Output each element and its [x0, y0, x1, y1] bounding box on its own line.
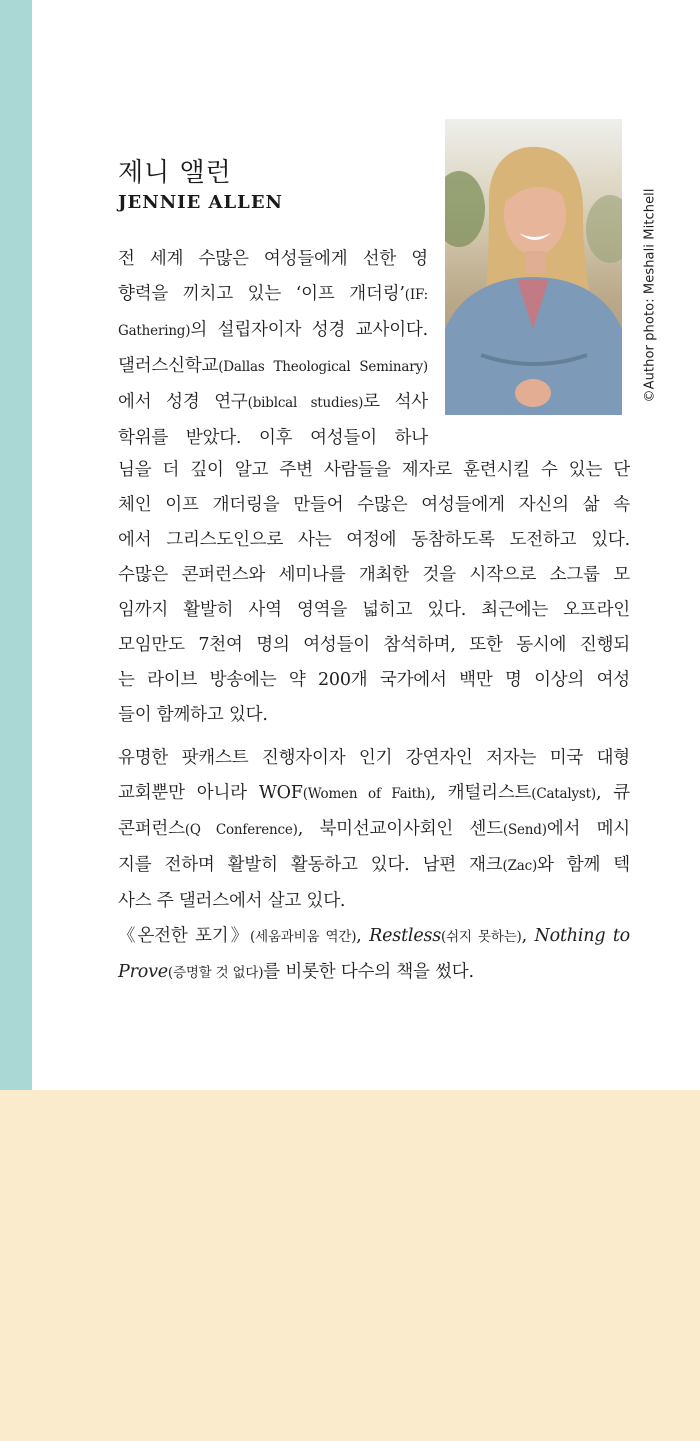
bio-line: 콘퍼런스(Q Conference), 북미선교이사회인 센드(Send)에서 메시	[118, 819, 630, 839]
bio-line: 에서 그리스도인으로 사는 여정에 동참하도록 도전하고 있다.	[118, 530, 630, 550]
bio-line: 에서 성경 연구(biblcal studies)로 석사	[118, 392, 428, 412]
author-name-english: JENNIE ALLEN	[118, 192, 283, 213]
author-photo	[445, 119, 622, 415]
bio-paragraph-speaking	[118, 741, 630, 919]
bio-line: 수많은 콘퍼런스와 세미나를 개최한 것을 시작으로 소그룹 모	[118, 565, 630, 585]
bio-line: 유명한 팟캐스트 진행자이자 인기 강연자인 저자는 미국 대형	[118, 748, 630, 768]
book-title-korean: 《온전한 포기》	[118, 926, 251, 946]
book-title-restless: Restless	[369, 926, 442, 946]
bio-line: 임까지 활발히 사역 영역을 넓히고 있다. 최근에는 오프라인	[118, 600, 630, 620]
bio-line: 들이 함께하고 있다.	[118, 705, 268, 725]
author-photo-image	[445, 119, 622, 415]
bio-line: 학위를 받았다. 이후 여성들이 하나	[118, 428, 428, 448]
author-name-korean: 제니 앨런	[118, 158, 232, 188]
bio-line: 지를 전하며 활발히 활동하고 있다. 남편 재크(Zac)와 함께 텍	[118, 855, 630, 875]
books-line: 《온전한 포기》(세움과비움 역간), Restless(쉬지 못하는), Nothing to	[118, 926, 630, 946]
bio-line: Gathering)의 설립자이자 성경 교사이다.	[118, 320, 428, 340]
bio-line: 님을 더 깊이 알고 주변 사람들을 제자로 훈련시킬 수 있는 단	[118, 460, 630, 480]
bio-paragraph-books	[118, 919, 630, 991]
bio-line: 체인 이프 개더링을 만들어 수많은 여성들에게 자신의 삶 속	[118, 495, 630, 515]
book-title-nothing-to: Nothing to	[534, 926, 630, 946]
books-line: Prove(증명할 것 없다)를 비롯한 다수의 책을 썼다.	[118, 962, 474, 982]
bio-line: 사스 주 댈러스에서 살고 있다.	[118, 891, 346, 911]
bio-line: 는 라이브 방송에는 약 200개 국가에서 백만 명 이상의 여성	[118, 670, 630, 690]
teal-accent-bar	[0, 0, 32, 1090]
bio-line: 전 세계 수많은 여성들에게 선한 영	[118, 249, 428, 269]
bio-line: 모임만도 7천여 명의 여성들이 참석하며, 또한 동시에 진행되	[118, 635, 630, 655]
bio-paragraph-continued	[118, 453, 630, 733]
bio-line: 교회뿐만 아니라 WOF(Women of Faith), 캐털리스트(Catalyst), 큐	[118, 783, 630, 803]
cream-bottom-panel	[0, 1090, 700, 1441]
photo-credit: ©Author photo: Meshali Mitchell	[642, 188, 658, 403]
book-title-prove: Prove	[118, 962, 168, 982]
bio-paragraph-intro	[118, 242, 428, 456]
bio-line: 댈러스신학교(Dallas Theological Seminary)	[118, 356, 428, 376]
bio-line: 향력을 끼치고 있는 ‘이프 개더링’(IF:	[118, 284, 428, 304]
